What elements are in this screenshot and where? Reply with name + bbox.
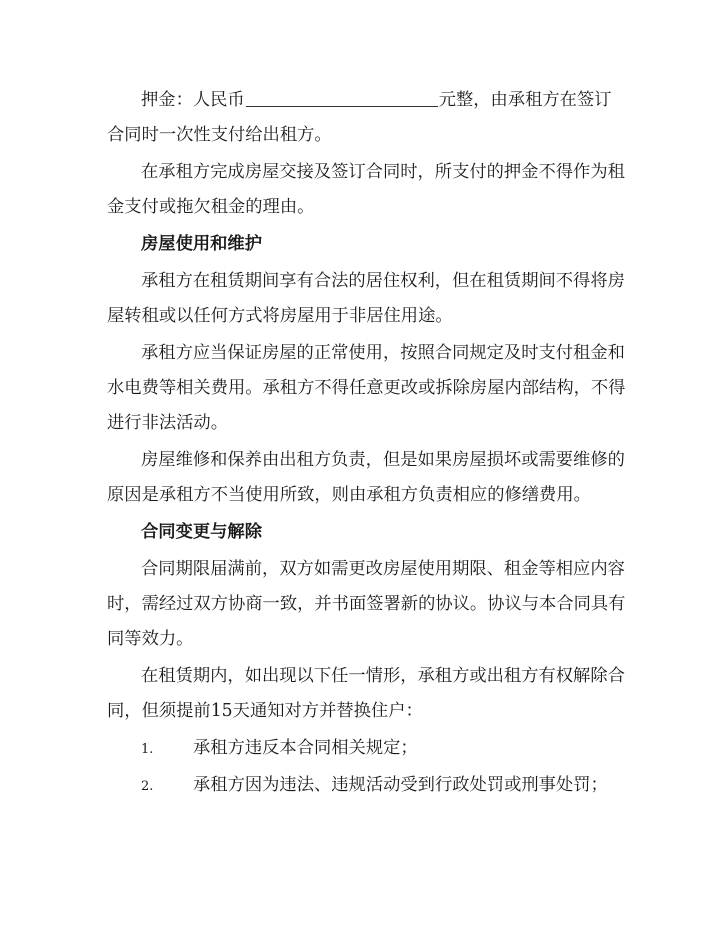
list-text: 承租方因为违法、违规活动受到行政处罚或刑事处罚； bbox=[193, 775, 608, 795]
numbered-list bbox=[107, 733, 608, 805]
paragraph-group bbox=[107, 554, 626, 731]
deposit-label: 押金：人民币 bbox=[141, 90, 245, 110]
document-page bbox=[107, 85, 626, 807]
text-line bbox=[107, 85, 612, 120]
list-text: 承租方违反本合同相关规定； bbox=[193, 738, 418, 758]
deposit-amount-blank bbox=[246, 88, 438, 107]
paragraph-group bbox=[107, 157, 625, 227]
list-item bbox=[107, 733, 601, 768]
list-line bbox=[107, 770, 608, 805]
text-line: 房屋维修和保养由出租方负责，但是如果房屋损坏或需要维修的 bbox=[141, 450, 625, 470]
text-line: 同，但须提前15天通知对方并替换住户： bbox=[107, 701, 423, 721]
text-line: 水电费等相关费用。承租方不得任意更改或拆除房屋内部结构，不得 bbox=[107, 378, 626, 398]
text-line: 进行非法活动。 bbox=[107, 413, 228, 433]
section-heading-usage bbox=[107, 229, 601, 264]
list-line bbox=[107, 733, 601, 768]
heading-text: 合同变更与解除 bbox=[141, 522, 262, 542]
paragraph bbox=[107, 661, 625, 731]
paragraph bbox=[107, 157, 625, 227]
paragraph bbox=[107, 445, 625, 515]
text-line: 时，需经过双方协商一致，并书面签署新的协议。协议与本合同具有 bbox=[107, 594, 626, 614]
paragraph bbox=[107, 338, 626, 443]
heading-text: 房屋使用和维护 bbox=[141, 234, 262, 254]
text-line: 金支付或拖欠租金的理由。 bbox=[107, 197, 315, 217]
list-number: 2. bbox=[141, 779, 154, 794]
text-line: 合同时一次性支付给出租方。 bbox=[107, 125, 332, 145]
paragraph bbox=[107, 266, 625, 336]
paragraph-group bbox=[107, 266, 626, 515]
text-line: 同等效力。 bbox=[107, 629, 194, 649]
text-line: 承租方在租赁期间享有合法的居住权利，但在租赁期间不得将房 bbox=[141, 271, 625, 291]
list-item bbox=[107, 770, 608, 805]
text-line: 原因是承租方不当使用所致，则由承租方负责相应的修缮费用。 bbox=[107, 485, 591, 505]
text-line: 在租赁期内，如出现以下任一情形，承租方或出租方有权解除合 bbox=[141, 666, 625, 686]
deposit-paragraph bbox=[107, 85, 612, 155]
deposit-suffix: 元整，由承租方在签订 bbox=[438, 90, 612, 110]
text-line: 屋转租或以任何方式将房屋用于非居住用途。 bbox=[107, 306, 453, 326]
text-line: 承租方应当保证房屋的正常使用，按照合同规定及时支付租金和 bbox=[141, 343, 625, 363]
paragraph bbox=[107, 554, 626, 659]
text-line: 在承租方完成房屋交接及签订合同时，所支付的押金不得作为租 bbox=[141, 162, 625, 182]
text-line: 合同期限届满前，双方如需更改房屋使用期限、租金等相应内容 bbox=[141, 559, 625, 579]
section-heading-termination bbox=[107, 517, 601, 552]
list-number: 1. bbox=[141, 742, 154, 757]
